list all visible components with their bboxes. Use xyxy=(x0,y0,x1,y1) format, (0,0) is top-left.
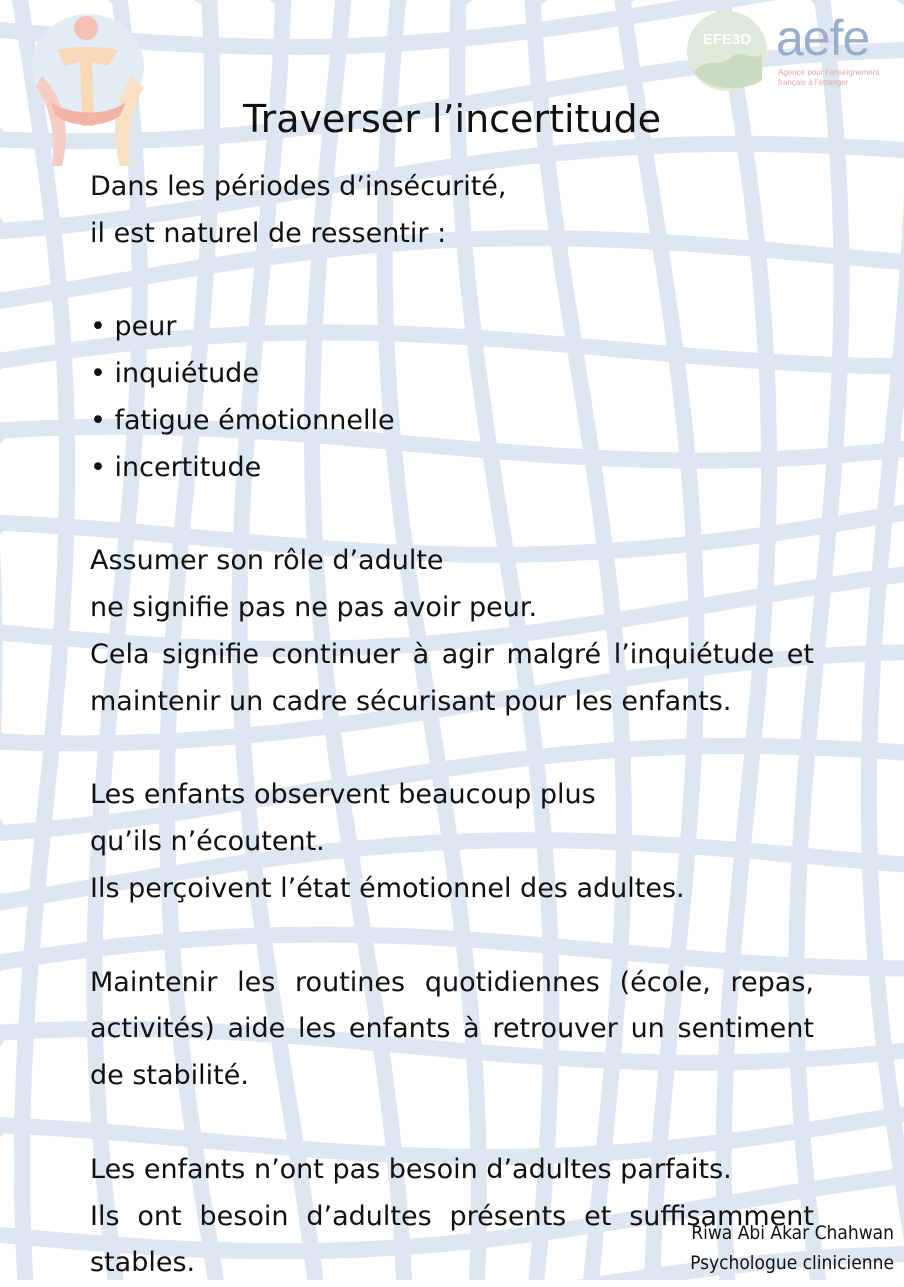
intro-line: Dans les périodes d’insécurité, xyxy=(90,171,507,202)
efe3d-logo xyxy=(686,10,768,92)
closing-line: Les enfants n’ont pas besoin d’adultes parfaits. xyxy=(90,1153,732,1185)
observation-line: Les enfants observent beaucoup plus xyxy=(90,779,596,811)
adult-role-paragraph xyxy=(90,538,814,725)
main-text xyxy=(90,164,814,1287)
list-item: • inquiétude xyxy=(90,358,259,390)
routines-paragraph: Maintenir les routines quotidiennes (école, repas, activités) aide les enfants à retrouver un sentiment de stabilité. xyxy=(90,966,814,1092)
intro-paragraph xyxy=(90,164,814,258)
grid-wave-vertical xyxy=(869,0,904,1280)
feelings-list xyxy=(90,304,814,491)
efe3d-logo-text: EFE3D xyxy=(702,31,752,48)
signature-block xyxy=(690,1218,894,1278)
adult-role-line: Assumer son rôle d’adulte xyxy=(90,545,444,577)
logo-people-emblem xyxy=(22,6,152,176)
observation-paragraph xyxy=(90,772,814,912)
observation-line: qu’ils n’écoutent. xyxy=(90,826,325,858)
aefe-logo-word: aefe xyxy=(776,10,870,66)
list-item: • incertitude xyxy=(90,451,262,483)
aefe-logo-tagline: Agence pour l’enseignement français à l’étranger xyxy=(778,68,880,87)
page-title: Traverser l’incertitude xyxy=(242,97,662,141)
list-item: • peur xyxy=(90,311,177,343)
adult-role-line: Cela signifie continuer à agir malgré l’inquiétude et maintenir un cadre sécurisant pour les enfants. xyxy=(90,638,814,717)
author-name: Riwa Abi Akar Chahwan xyxy=(691,1222,894,1244)
observation-line: Ils perçoivent l’état émotionnel des adultes. xyxy=(90,872,685,904)
intro-line: il est naturel de ressentir : xyxy=(90,217,447,249)
closing-line: Ils ont besoin d’adultes présents et suffisamment stables. xyxy=(90,1200,814,1279)
author-role: Psychologue clinicienne xyxy=(690,1252,894,1274)
list-item: • fatigue émotionnelle xyxy=(90,404,395,436)
adult-role-line: ne signifie pas ne pas avoir peur. xyxy=(90,592,538,624)
